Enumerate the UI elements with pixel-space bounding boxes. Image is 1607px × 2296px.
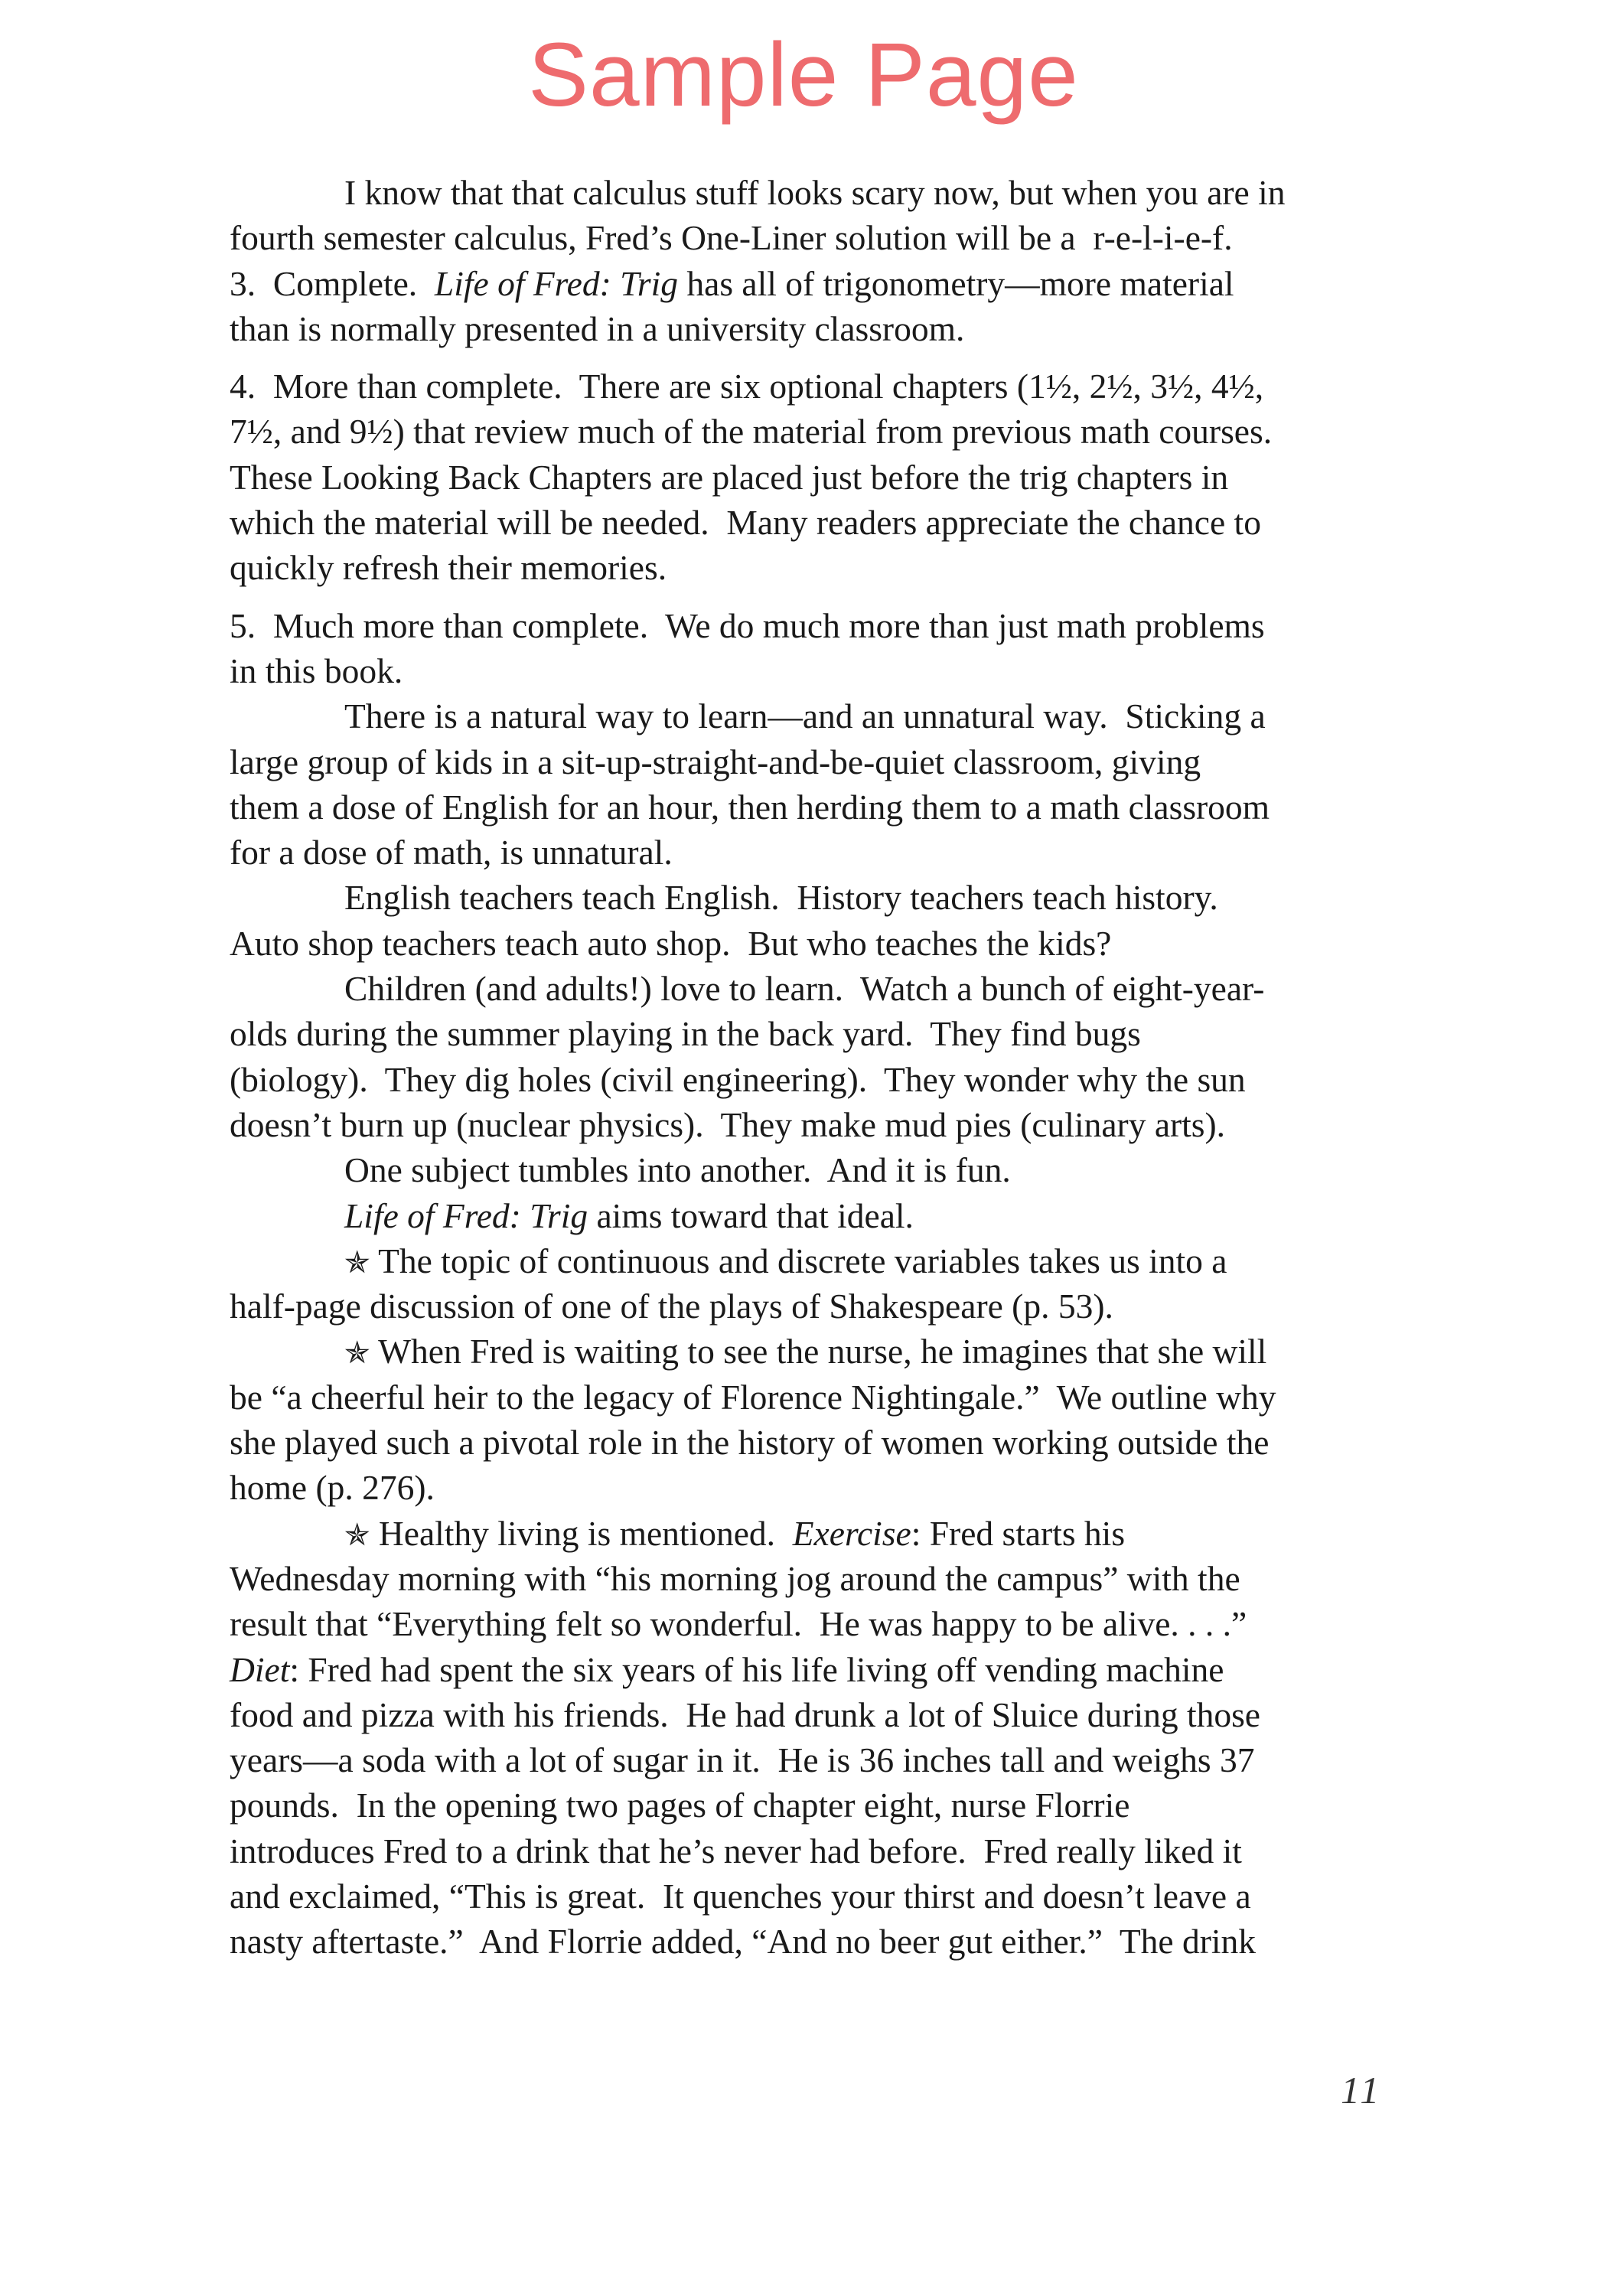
star-bullet-icon: ✯	[344, 1336, 370, 1371]
text-line	[230, 1329, 1393, 1374]
text-line	[230, 1511, 1393, 1556]
text-line: and exclaimed, “This is great. It quenches your thirst and doesn’t leave a	[230, 1876, 1251, 1916]
text-line: There is a natural way to learn—and an unnatural way. Sticking a	[344, 696, 1266, 736]
text-line: be “a cheerful heir to the legacy of Florence Nightingale.” We outline why	[230, 1377, 1276, 1417]
text-line: for a dose of math, is unnatural.	[230, 833, 673, 872]
text-line: large group of kids in a sit-up-straight-and-be-quiet classroom, giving	[230, 742, 1201, 781]
text-line: 5. Much more than complete. We do much more than just math problems	[230, 605, 1265, 645]
text-run: aims toward that ideal.	[588, 1195, 914, 1235]
text-line: result that “Everything felt so wonderful. He was happy to be alive. . . .”	[230, 1604, 1247, 1644]
text-run: has all of trigonometry—more material	[678, 263, 1234, 303]
text-run: The topic of continuous and discrete variables takes us into a	[370, 1241, 1227, 1280]
text-line: in this book.	[230, 651, 403, 690]
text-line: olds during the summer playing in the back yard. They find bugs	[230, 1014, 1141, 1054]
text-line: them a dose of English for an hour, then herding them to a math classroom	[230, 787, 1270, 827]
text-line: pounds. In the opening two pages of chapter eight, nurse Florrie	[230, 1786, 1130, 1825]
text-line	[230, 1238, 1393, 1283]
text-run: : Fred starts his	[911, 1513, 1126, 1553]
text-line: 4. More than complete. There are six optional chapters (1½, 2½, 3½, 4½,	[230, 367, 1264, 406]
text-line	[230, 1193, 1393, 1238]
text-line: nasty aftertaste.” And Florrie added, “And no beer gut either.” The drink	[230, 1922, 1256, 1962]
text-line: Children (and adults!) love to learn. Watch a bunch of eight-year-	[344, 969, 1265, 1009]
text-line: These Looking Back Chapters are placed just before the trig chapters in	[230, 457, 1229, 497]
text-line: I know that that calculus stuff looks scary now, but when you are in	[344, 173, 1286, 212]
text-line: (biology). They dig holes (civil engineering). They wonder why the sun	[230, 1059, 1246, 1099]
text-line	[230, 1647, 1393, 1692]
text-run: 3. Complete.	[230, 263, 435, 303]
text-line: years—a soda with a lot of sugar in it. He is 36 inches tall and weighs 37	[230, 1740, 1255, 1780]
text-line	[230, 261, 1393, 306]
star-bullet-icon: ✯	[344, 1244, 370, 1280]
emphasis-italic: Exercise	[792, 1513, 911, 1553]
emphasis-italic: Diet	[230, 1649, 290, 1689]
text-line: than is normally presented in a university classroom.	[230, 308, 965, 348]
text-run: When Fred is waiting to see the nurse, he imagines that she will	[370, 1332, 1267, 1371]
text-run: : Fred had spent the six years of his life living off vending machine	[289, 1649, 1224, 1689]
paragraph-gap	[230, 351, 1393, 364]
text-line: she played such a pivotal role in the history of women working outside the	[230, 1423, 1270, 1463]
text-line: One subject tumbles into another. And it is fun.	[344, 1150, 1011, 1190]
book-title-italic: Life of Fred: Trig	[434, 263, 679, 303]
book-title-italic: Life of Fred: Trig	[344, 1195, 588, 1235]
text-run: Healthy living is mentioned.	[370, 1513, 793, 1553]
page-body-text	[230, 170, 1393, 1965]
text-line: doesn’t burn up (nuclear physics). They make mud pies (culinary arts).	[230, 1104, 1226, 1144]
paragraph-gap	[230, 591, 1393, 603]
text-line: Auto shop teachers teach auto shop. But who teaches the kids?	[230, 923, 1112, 963]
text-line: English teachers teach English. History teachers teach history.	[344, 878, 1218, 918]
sample-page-watermark: Sample Page	[528, 24, 1079, 126]
text-line: quickly refresh their memories.	[230, 548, 667, 588]
text-line: which the material will be needed. Many readers appreciate the chance to	[230, 503, 1261, 543]
page-number: 11	[1341, 2069, 1383, 2112]
text-line: home (p. 276).	[230, 1468, 435, 1508]
text-line: half-page discussion of one of the plays of Shakespeare (p. 53).	[230, 1287, 1113, 1326]
text-line: food and pizza with his friends. He had drunk a lot of Sluice during those	[230, 1694, 1261, 1734]
text-line: 7½, and 9½) that review much of the material from previous math courses.	[230, 412, 1273, 452]
text-line: fourth semester calculus, Fred’s One-Liner solution will be a r-e-l-i-e-f.	[230, 218, 1233, 258]
text-line: Wednesday morning with “his morning jog around the campus” with the	[230, 1558, 1240, 1598]
star-bullet-icon: ✯	[344, 1517, 370, 1553]
text-line: introduces Fred to a drink that he’s never had before. Fred really liked it	[230, 1831, 1242, 1870]
